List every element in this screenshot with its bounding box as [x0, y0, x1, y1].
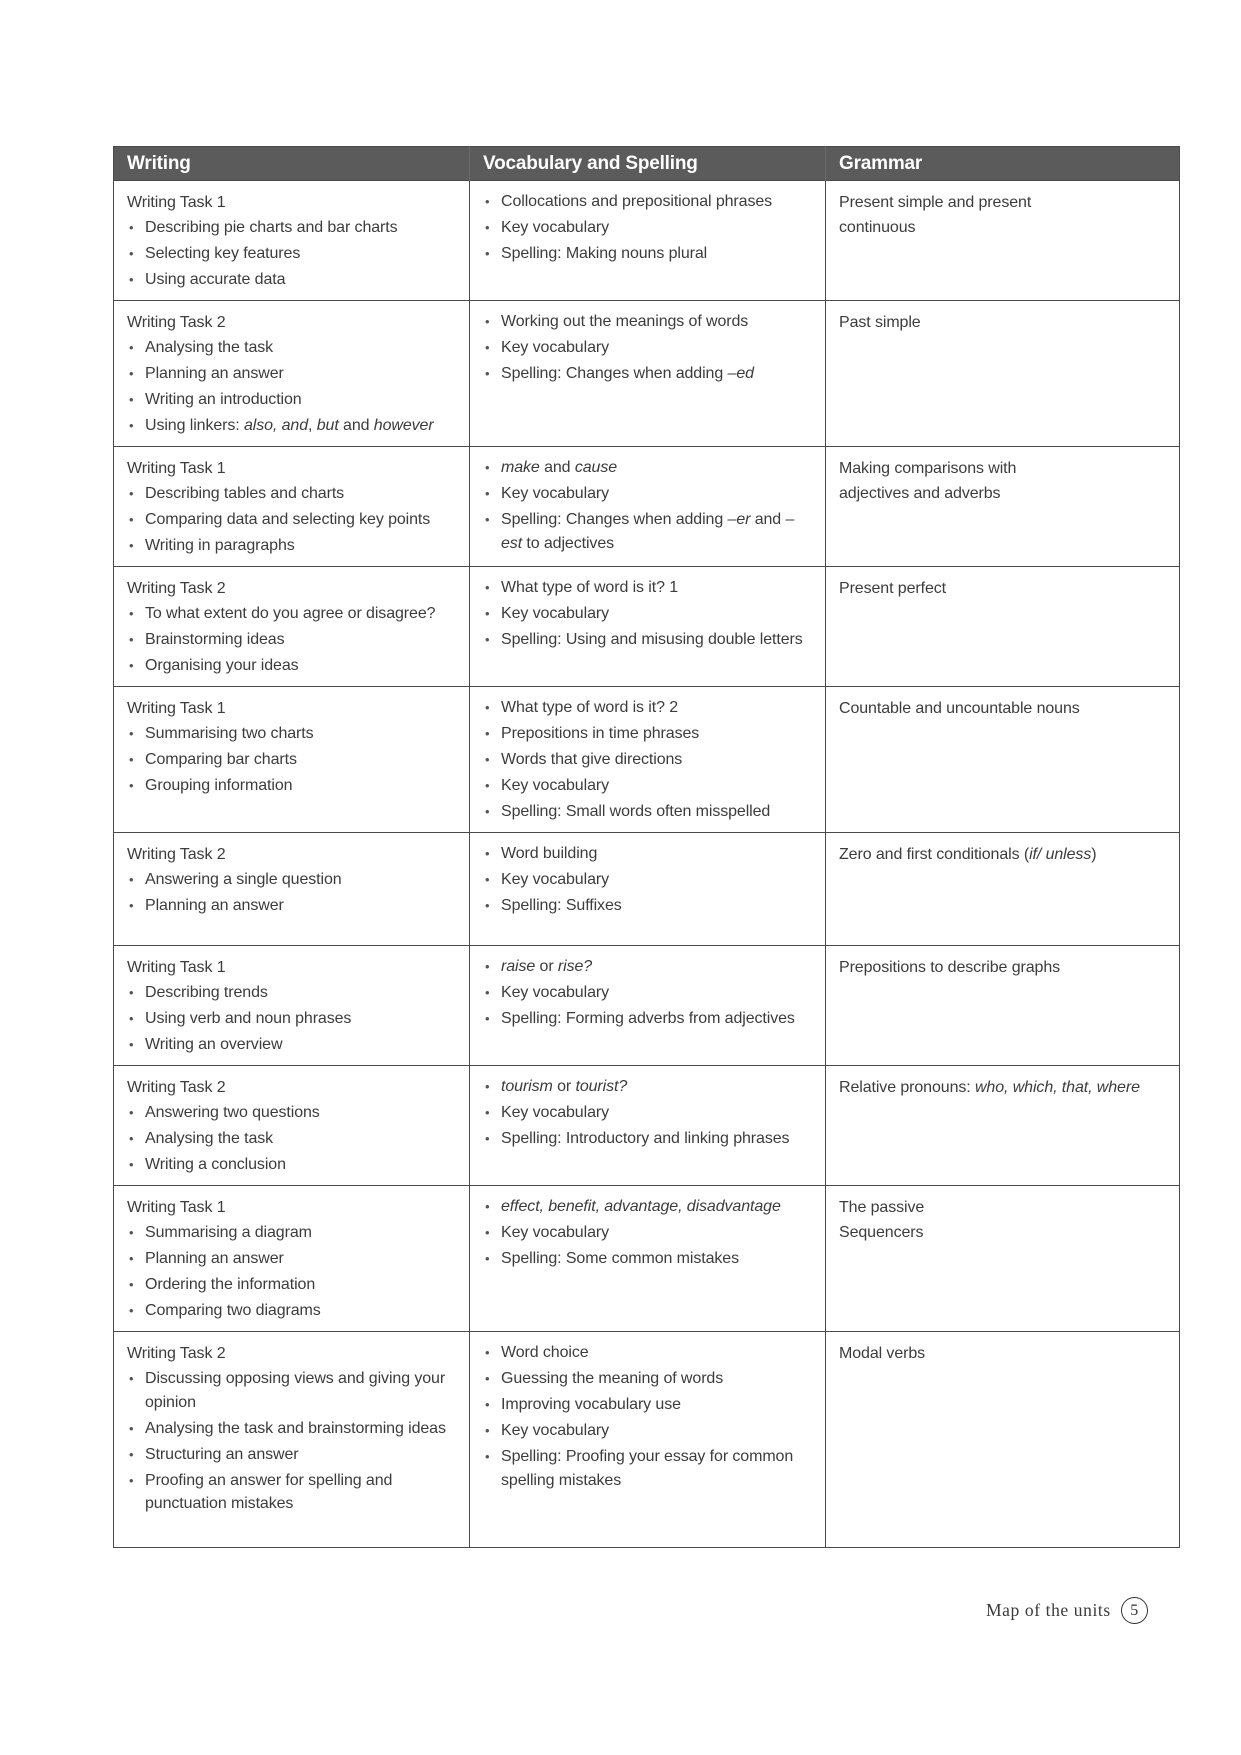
vocabulary-item: • Key vocabulary [483, 336, 813, 360]
writing-cell [114, 1332, 470, 1548]
vocabulary-cell [470, 833, 826, 946]
writing-item: • Writing an overview [127, 1033, 457, 1057]
grammar-item: Countable and uncountable nouns [839, 700, 1080, 717]
task-title: Writing Task 1 [127, 460, 226, 477]
grammar-cell [826, 833, 1180, 946]
table-header [114, 147, 1180, 181]
task-title: Writing Task 2 [127, 580, 226, 597]
grammar-cell [826, 181, 1180, 301]
writing-item: • Describing tables and charts [127, 482, 457, 506]
grammar-cell [826, 301, 1180, 447]
table-row [114, 1066, 1180, 1186]
vocabulary-item: • Key vocabulary [483, 1419, 813, 1443]
writing-item: • Comparing bar charts [127, 748, 457, 772]
writing-item: • Planning an answer [127, 894, 457, 918]
writing-item: • Analysing the task [127, 336, 457, 360]
vocabulary-item: • Spelling: Some common mistakes [483, 1247, 813, 1271]
task-title: Writing Task 2 [127, 314, 226, 331]
task-title: Writing Task 1 [127, 959, 226, 976]
vocabulary-item: • Key vocabulary [483, 1221, 813, 1245]
vocabulary-item: • Word building [483, 842, 813, 866]
task-title: Writing Task 2 [127, 1079, 226, 1096]
vocabulary-cell [470, 687, 826, 833]
grammar-item: Modal verbs [839, 1345, 926, 1362]
vocabulary-item: • Spelling: Changes when adding –ed [483, 362, 813, 386]
writing-cell [114, 567, 470, 687]
vocabulary-item: • Spelling: Small words often misspelled [483, 800, 813, 824]
grammar-item: Past simple [839, 314, 921, 331]
grammar-item: The passive [839, 1199, 925, 1216]
writing-cell [114, 1186, 470, 1332]
vocabulary-item: • Spelling: Introductory and linking phrases [483, 1127, 813, 1151]
writing-item: • Summarising two charts [127, 722, 457, 746]
writing-item: • Answering two questions [127, 1101, 457, 1125]
vocabulary-item: • Key vocabulary [483, 216, 813, 240]
grammar-cell [826, 1066, 1180, 1186]
grammar-item: Sequencers [839, 1224, 924, 1241]
task-title: Writing Task 2 [127, 1345, 226, 1362]
vocabulary-item: • Key vocabulary [483, 981, 813, 1005]
vocabulary-item: • What type of word is it? 2 [483, 696, 813, 720]
writing-item: • Structuring an answer [127, 1443, 457, 1467]
writing-cell [114, 301, 470, 447]
grammar-item: Present simple and present continuous [839, 194, 1032, 236]
vocabulary-cell [470, 1332, 826, 1548]
grammar-item: Making comparisons with adjectives and adverbs [839, 460, 1017, 502]
vocabulary-item: • Key vocabulary [483, 482, 813, 506]
writing-cell [114, 447, 470, 567]
vocabulary-item: • raise or rise? [483, 955, 813, 979]
writing-cell [114, 946, 470, 1066]
writing-item: • Writing in paragraphs [127, 534, 457, 558]
vocabulary-item: • Words that give directions [483, 748, 813, 772]
writing-item: • Proofing an answer for spelling and punctuation mistakes [127, 1469, 457, 1516]
grammar-cell [826, 1186, 1180, 1332]
page-footer [986, 1597, 1148, 1624]
writing-item: • Using linkers: also, and, but and however [127, 414, 457, 438]
writing-item: • Using verb and noun phrases [127, 1007, 457, 1031]
vocabulary-cell [470, 1186, 826, 1332]
table-row [114, 833, 1180, 946]
writing-item: • Planning an answer [127, 362, 457, 386]
vocabulary-item: • Spelling: Changes when adding –er and –est to adjectives [483, 508, 813, 555]
task-title: Writing Task 1 [127, 194, 226, 211]
grammar-cell [826, 567, 1180, 687]
vocabulary-cell [470, 301, 826, 447]
writing-item: • Writing an introduction [127, 388, 457, 412]
vocabulary-item: • Spelling: Using and misusing double letters [483, 628, 813, 652]
writing-item: • Discussing opposing views and giving your opinion [127, 1367, 457, 1414]
writing-item: • Analysing the task and brainstorming ideas [127, 1417, 457, 1441]
grammar-item: Relative pronouns: who, which, that, where [839, 1079, 1140, 1096]
vocabulary-item: • Prepositions in time phrases [483, 722, 813, 746]
writing-cell [114, 1066, 470, 1186]
writing-item: • Comparing data and selecting key points [127, 508, 457, 532]
vocabulary-item: • tourism or tourist? [483, 1075, 813, 1099]
writing-item: • Answering a single question [127, 868, 457, 892]
task-title: Writing Task 2 [127, 846, 226, 863]
table-row [114, 1186, 1180, 1332]
table-row [114, 687, 1180, 833]
vocabulary-cell [470, 447, 826, 567]
writing-item: • To what extent do you agree or disagree? [127, 602, 457, 626]
vocabulary-item: • Spelling: Suffixes [483, 894, 813, 918]
vocabulary-cell [470, 946, 826, 1066]
table-row [114, 946, 1180, 1066]
vocabulary-item: • Key vocabulary [483, 602, 813, 626]
vocabulary-cell [470, 567, 826, 687]
vocabulary-item: • Key vocabulary [483, 1101, 813, 1125]
vocabulary-cell [470, 181, 826, 301]
grammar-cell [826, 1332, 1180, 1548]
map-of-units-table [113, 146, 1180, 1548]
writing-cell [114, 181, 470, 301]
writing-item: • Organising your ideas [127, 654, 457, 678]
table-row [114, 181, 1180, 301]
vocabulary-item: • Working out the meanings of words [483, 310, 813, 334]
grammar-cell [826, 946, 1180, 1066]
table-row [114, 567, 1180, 687]
writing-item: • Selecting key features [127, 242, 457, 266]
grammar-cell [826, 447, 1180, 567]
section-label: Map of the units [986, 1600, 1111, 1620]
writing-item: • Brainstorming ideas [127, 628, 457, 652]
vocabulary-item: • Spelling: Making nouns plural [483, 242, 813, 266]
vocabulary-item: • effect, benefit, advantage, disadvantage [483, 1195, 813, 1219]
vocabulary-item: • Key vocabulary [483, 774, 813, 798]
header-vocabulary: Vocabulary and Spelling [470, 147, 826, 181]
grammar-item: Prepositions to describe graphs [839, 959, 1061, 976]
vocabulary-item: • Guessing the meaning of words [483, 1367, 813, 1391]
vocabulary-cell [470, 1066, 826, 1186]
writing-item: • Describing trends [127, 981, 457, 1005]
writing-item: • Planning an answer [127, 1247, 457, 1271]
vocabulary-item: • Improving vocabulary use [483, 1393, 813, 1417]
header-grammar: Grammar [826, 147, 1180, 181]
table-row [114, 301, 1180, 447]
writing-cell [114, 833, 470, 946]
writing-item: • Comparing two diagrams [127, 1299, 457, 1323]
writing-cell [114, 687, 470, 833]
grammar-item: Zero and first conditionals (if/ unless) [839, 846, 1097, 863]
writing-item: • Summarising a diagram [127, 1221, 457, 1245]
writing-item: • Ordering the information [127, 1273, 457, 1297]
vocabulary-item: • Spelling: Forming adverbs from adjectives [483, 1007, 813, 1031]
grammar-item: Present perfect [839, 580, 947, 597]
table-row [114, 447, 1180, 567]
header-writing: Writing [114, 147, 470, 181]
writing-item: • Grouping information [127, 774, 457, 798]
page-number-badge: 5 [1121, 1597, 1148, 1624]
vocabulary-item: • Word choice [483, 1341, 813, 1365]
vocabulary-item: • Spelling: Proofing your essay for common spelling mistakes [483, 1445, 813, 1492]
table-row [114, 1332, 1180, 1548]
writing-item: • Writing a conclusion [127, 1153, 457, 1177]
task-title: Writing Task 1 [127, 1199, 226, 1216]
writing-item: • Describing pie charts and bar charts [127, 216, 457, 240]
task-title: Writing Task 1 [127, 700, 226, 717]
vocabulary-item: • What type of word is it? 1 [483, 576, 813, 600]
vocabulary-item: • Collocations and prepositional phrases [483, 190, 813, 214]
grammar-cell [826, 687, 1180, 833]
writing-item: • Analysing the task [127, 1127, 457, 1151]
vocabulary-item: • Key vocabulary [483, 868, 813, 892]
vocabulary-item: • make and cause [483, 456, 813, 480]
writing-item: • Using accurate data [127, 268, 457, 292]
